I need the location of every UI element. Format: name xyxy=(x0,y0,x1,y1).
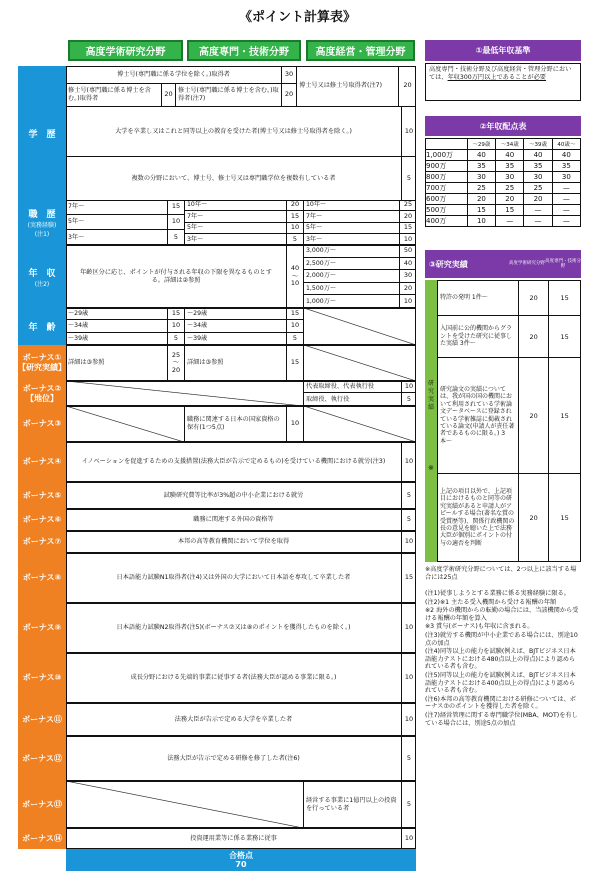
research-item xyxy=(437,316,581,358)
education-mgmt-points: 20 xyxy=(403,81,412,90)
bonus-1-label: ボーナス① 【研究実績】 xyxy=(18,345,66,381)
bonus-5-label: ボーナス⑤ xyxy=(18,482,66,509)
bonus-4-label: ボーナス④ xyxy=(18,442,66,482)
experience-management-row xyxy=(304,200,416,211)
age-academic-label: 〜34歳 xyxy=(66,320,168,331)
experience-technical-row xyxy=(185,211,303,222)
note-item: ※3 賞与(ボーナス)も年収に含まれる。 xyxy=(425,623,534,631)
age-technical xyxy=(185,308,304,345)
category-income: 年 収 (注2) xyxy=(18,245,66,308)
bonus-10-text: 成長分野における先端的事業に従事する者(法務大臣が認める事業に限る。) xyxy=(66,653,402,703)
income-management-row xyxy=(304,283,416,296)
bonus-8-label: ボーナス⑧ xyxy=(18,553,66,603)
income-table-amount: 600万 xyxy=(426,193,468,204)
panel-min-income-body: 高度専門・技術分野及び高度経営・管理分野においては、年収300万円以上であることが必要 xyxy=(425,63,581,101)
bonus-9-row xyxy=(66,603,416,653)
note-item: (注7)経営管理に関する専門職学位(MBA、MOT)を有している場合には、別途5点の加点 xyxy=(425,711,578,727)
income-table-amount: 800万 xyxy=(426,171,468,182)
bonus-9-label: ボーナス⑨ xyxy=(18,603,66,653)
bonus-9-points: 10 xyxy=(404,623,414,632)
income-management xyxy=(304,245,416,308)
income-table-row xyxy=(426,215,581,226)
panel-min-income-title: ①最低年収基準 xyxy=(425,40,581,61)
income-table-score: — xyxy=(552,204,580,215)
bonus-13-points: 5 xyxy=(406,799,412,808)
bonus-6-label: ボーナス⑥ xyxy=(18,509,66,531)
bonus-9-text: 日本語能力試験N2取得者(注5)(ボーナス⑦又は⑧のポイントを獲得したものを除く。) xyxy=(66,603,402,653)
research-item xyxy=(437,358,581,474)
pass-score-value: 70 xyxy=(235,860,247,869)
bonus-6-row xyxy=(66,509,416,531)
category-experience: 職 歴 (実務経験) (注1) xyxy=(18,200,66,245)
bonus-13-label: ボーナス⑬ xyxy=(18,781,66,828)
note-item: (注1)従事しようとする業務に係る実務経験に限る。 xyxy=(425,590,570,597)
bonus-11-row xyxy=(66,703,416,736)
experience-technical-row xyxy=(185,200,303,211)
income-table-row xyxy=(426,193,581,204)
bonus-5-row xyxy=(66,482,416,509)
research-item-tech-points: 15 xyxy=(560,513,569,522)
income-table-score: 35 xyxy=(467,160,495,171)
experience-management-label: 10年〜 xyxy=(304,200,400,210)
income-table-score: 35 xyxy=(524,160,552,171)
category-age: 年 齢 xyxy=(18,308,66,345)
income-table-score: 25 xyxy=(524,182,552,193)
education-master-tech-points: 20 xyxy=(284,90,294,99)
income-management-points: 50 xyxy=(403,246,413,254)
income-management-row xyxy=(304,258,416,271)
bonus-3-academic-na xyxy=(66,406,185,442)
education-row-mgmt xyxy=(297,66,416,106)
income-table-row xyxy=(426,182,581,193)
income-table-row xyxy=(426,204,581,215)
bonus-14-row xyxy=(66,828,416,849)
education-university-points: 10 xyxy=(404,126,414,135)
education-row-doctor xyxy=(66,66,296,84)
bonus-13-acad-tech-na xyxy=(66,781,304,828)
research-item-text: 入国前に公的機関からグラントを受けた研究に従事した実績 3件〜 xyxy=(438,316,519,357)
research-item-text: 特許の発明 1件〜 xyxy=(438,281,519,315)
age-academic-points: 5 xyxy=(173,334,179,343)
income-table-score: — xyxy=(552,182,580,193)
age-technical-points: 15 xyxy=(290,308,300,317)
research-footnote: ※高度学術研究分野については、2つ以上に該当する場合には25点 xyxy=(425,566,577,581)
income-description: 年齢区分に応じ、ポイントが付与される年収の下限を異なるものとする。詳細は②参照 xyxy=(66,245,287,308)
education-master-tech-label: 修士号(専門職に係る博士を含む。)取得者(注7) xyxy=(176,84,282,106)
experience-academic-label: 3年〜 xyxy=(66,230,168,245)
age-academic xyxy=(66,308,185,345)
bonus-14-label: ボーナス⑭ xyxy=(18,828,66,849)
income-table-header xyxy=(426,139,581,150)
experience-academic-points: 10 xyxy=(171,217,181,226)
income-table-score: 10 xyxy=(467,215,495,226)
bonus-6-text: 職務に関連する外国の資格等 xyxy=(66,509,402,531)
age-technical-label: 〜29歳 xyxy=(185,308,287,319)
bonus-10-row xyxy=(66,653,416,703)
bonus-11-text: 法務大臣が告示で定める大学を卒業した者 xyxy=(66,703,402,736)
bonus-10-points: 10 xyxy=(404,673,414,682)
note-item: (注5)同等以上の能力を試験(例えば、BJTビジネス日本語能力テストにおける400点以上の得点)により認められている者も含む。 xyxy=(425,671,576,695)
education-doctor-points: 30 xyxy=(284,69,294,78)
income-table-score: — xyxy=(552,193,580,204)
experience-academic-label: 7年〜 xyxy=(66,200,168,214)
pass-score-label: 合格点 xyxy=(229,851,253,860)
income-table-header-cell: 40歳〜 xyxy=(552,139,580,150)
income-table-score: 40 xyxy=(496,149,524,160)
bonus-5-text: 試験研究費等比率が3%超の中小企業における就労 xyxy=(66,482,402,509)
income-management-points: 40 xyxy=(403,258,413,267)
income-table-score: 40 xyxy=(467,149,495,160)
education-row-university xyxy=(66,107,416,157)
age-technical-row xyxy=(185,320,303,332)
education-mgmt-label: 博士号又は修士号取得者(注7) xyxy=(297,66,399,106)
income-table-score: 25 xyxy=(496,182,524,193)
income-management-label: 2,500万〜 xyxy=(304,258,400,270)
income-table-header-cell xyxy=(426,139,468,150)
bonus-11-label: ボーナス⑪ xyxy=(18,703,66,736)
age-academic-row xyxy=(66,308,184,320)
experience-academic-label: 5年〜 xyxy=(66,215,168,229)
income-table-score: 25 xyxy=(467,182,495,193)
income-table-score: 40 xyxy=(524,149,552,160)
experience-management-points: 10 xyxy=(403,234,413,243)
experience-management xyxy=(304,200,416,245)
income-acad-tech xyxy=(66,245,304,308)
experience-management-label: 3年〜 xyxy=(304,234,400,245)
income-table-row xyxy=(426,160,581,171)
age-technical-row xyxy=(185,308,303,320)
education-master-acad-label: 修士号(専門職に係る博士を含む。)取得者 xyxy=(66,84,162,106)
education-doctor-label: 博士号(専門職に係る学位を除く。)取得者 xyxy=(66,66,282,83)
income-table-score: 15 xyxy=(496,204,524,215)
notes xyxy=(425,590,581,728)
bonus-8-text: 日本語能力試験N1取得者(注4)又は外国の大学において日本語を専攻して卒業した者 xyxy=(66,553,402,603)
age-management-na xyxy=(304,308,416,345)
income-management-label: 1,000万〜 xyxy=(304,295,400,308)
education-multiple-label: 複数の分野において、博士号、修士号又は専門職学位を複数有している者 xyxy=(66,157,402,201)
experience-management-label: 5年〜 xyxy=(304,223,400,233)
education-master-acad-points: 20 xyxy=(162,84,176,106)
bonus-7-label: ボーナス⑦ xyxy=(18,531,66,553)
category-education: 学 歴 xyxy=(18,66,66,201)
experience-technical-label: 7年〜 xyxy=(185,211,287,221)
income-management-points: 10 xyxy=(403,296,413,305)
income-management-points: 20 xyxy=(403,283,413,292)
income-table-header-cell: 〜39歳 xyxy=(524,139,552,150)
age-technical-label: 〜34歳 xyxy=(185,320,287,331)
experience-academic-row xyxy=(66,200,184,215)
age-technical-label: 〜39歳 xyxy=(185,333,287,345)
education-row-multiple xyxy=(66,157,416,201)
note-item: (注4)同等以上の能力を試験(例えば、BJTビジネス日本語能力テストにおける480点以上の得点)により認められている者も含む。 xyxy=(425,648,576,671)
bonus-8-points: 15 xyxy=(404,573,414,582)
bonus-4-text: イノベーションを促進するための支援措置(法務大臣が告示で定めるもの)を受けている機関における就労(注3) xyxy=(66,442,402,482)
note-item: (注2)※1 主たる受入機関から受ける報酬の年額 xyxy=(425,598,557,606)
age-academic-label: 〜29歳 xyxy=(66,308,168,319)
panel-income-table-title: ②年収配点表 xyxy=(425,116,581,136)
bonus-7-text: 本邦の高等教育機関において学位を取得 xyxy=(66,531,402,553)
income-management-label: 3,000万〜 xyxy=(304,245,400,257)
bonus-7-points: 10 xyxy=(404,537,414,546)
bonus-1-academic: 詳細は③参照 25 〜 20 xyxy=(66,345,185,381)
research-item-tech-points: 15 xyxy=(560,294,569,302)
income-management-row xyxy=(304,270,416,283)
bonus-7-row xyxy=(66,531,416,553)
bonus-3-management-na xyxy=(304,406,416,442)
experience-academic xyxy=(66,200,185,245)
education-multiple-points: 5 xyxy=(406,174,412,183)
bonus-11-points: 10 xyxy=(404,714,414,723)
income-table-score: 35 xyxy=(552,160,580,171)
income-table-score: 15 xyxy=(467,204,495,215)
experience-technical-points: 5 xyxy=(292,234,298,243)
income-table-amount: 700万 xyxy=(426,182,468,193)
education-university-label: 大学を卒業し又はこれと同等以上の教育を受けた者(博士号又は修士号取得者を除く。) xyxy=(66,107,402,156)
bonus-2-label: ボーナス② 【地位】 xyxy=(18,381,66,406)
bonus-12-row xyxy=(66,736,416,781)
bonus-4-row xyxy=(66,442,416,482)
income-management-row xyxy=(304,295,416,308)
research-item xyxy=(437,280,581,316)
research-item xyxy=(437,474,581,562)
income-table-score: 20 xyxy=(524,193,552,204)
bonus-4-points: 10 xyxy=(404,457,414,466)
research-item-acad-points: 20 xyxy=(519,358,550,473)
pass-score xyxy=(66,849,416,871)
bonus-13-row xyxy=(304,781,416,828)
research-item-tech-points: 15 xyxy=(560,332,569,341)
column-header-management: 高度経営・管理分野 xyxy=(306,40,415,61)
age-academic-points: 10 xyxy=(171,321,181,330)
income-table-score: — xyxy=(524,204,552,215)
research-item-acad-points: 20 xyxy=(519,474,550,561)
note-item: (注6)本邦の高等教育機関における研修については、ボーナス⑦のポイントを獲得した者を除く。 xyxy=(425,695,576,711)
research-item-acad-points: 20 xyxy=(519,316,550,357)
experience-technical-label: 3年〜 xyxy=(185,234,287,245)
bonus-14-text: 投資運用業等に係る業務に従事 xyxy=(66,828,402,849)
bonus-1-management-na xyxy=(304,345,416,381)
bonus-12-label: ボーナス⑫ xyxy=(18,736,66,781)
income-table-score: 20 xyxy=(496,193,524,204)
note-item: ※2 海外の機関からの転勤の場合には、当該機関から受ける報酬の年額を算入 xyxy=(425,607,579,622)
experience-management-row xyxy=(304,223,416,234)
experience-management-points: 15 xyxy=(403,222,413,231)
bonus-10-label: ボーナス⑩ xyxy=(18,653,66,703)
income-table-header-cell: 〜29歳 xyxy=(467,139,495,150)
income-management-row xyxy=(304,245,416,258)
experience-academic-row xyxy=(66,230,184,245)
experience-management-label: 7年〜 xyxy=(304,211,400,221)
experience-management-row xyxy=(304,211,416,222)
bonus-3-label: ボーナス③ xyxy=(18,406,66,442)
experience-management-row xyxy=(304,234,416,245)
income-management-points: 30 xyxy=(403,271,413,280)
bonus-14-points: 10 xyxy=(404,833,414,842)
age-academic-row xyxy=(66,320,184,332)
experience-technical-points: 20 xyxy=(290,200,300,209)
education-row-master xyxy=(66,84,296,106)
bonus-5-points: 5 xyxy=(406,490,412,499)
research-item-text: 上記の項目以外で、上記項目におけるものと同等の研究実績があると申請人がアピールする場合(著名な賞の受賞歴等)、関係行政機関の長の意見を聴いた上で法務大臣が個別にポイントの付与の適否を判断 xyxy=(438,474,519,561)
experience-academic-points: 15 xyxy=(171,202,181,211)
income-table-amount: 900万 xyxy=(426,160,468,171)
bonus-8-row xyxy=(66,553,416,603)
income-score-table xyxy=(425,138,581,227)
experience-academic-points: 5 xyxy=(173,232,179,241)
age-academic-row xyxy=(66,333,184,345)
age-technical-points: 10 xyxy=(290,321,300,330)
income-table-score: 30 xyxy=(524,171,552,182)
income-table-amount: 1,000万 xyxy=(426,149,468,160)
experience-academic-row xyxy=(66,215,184,230)
research-item-tech-points: 15 xyxy=(560,411,569,420)
bonus-12-text: 法務大臣が告示で定める研修を修了した者(注6) xyxy=(66,736,402,781)
income-table-row xyxy=(426,171,581,182)
income-table-score: 30 xyxy=(552,171,580,182)
bonus-2-director: 取締役、執行役 5 xyxy=(304,393,416,406)
experience-technical-label: 5年〜 xyxy=(185,223,287,233)
research-side-bar: 研究実績 ※ xyxy=(425,280,437,562)
page-title: 《ポイント計算表》 xyxy=(238,10,356,25)
bonus-1-technical: 詳細は③参照 15 xyxy=(185,345,304,381)
income-table-score: 40 xyxy=(552,149,580,160)
bonus-3-technical: 職務に関連する日本の国家資格の保有(1つ5点) 10 xyxy=(185,406,304,442)
income-table-amount: 500万 xyxy=(426,204,468,215)
note-item: (注3)就労する機関が中小企業である場合には、別途10点の加点 xyxy=(425,631,578,647)
income-table-score: 30 xyxy=(496,171,524,182)
age-academic-points: 15 xyxy=(171,308,181,317)
bonus-2-ceo: 代表取締役、代表執行役 10 xyxy=(304,381,416,393)
income-range: 40 〜 10 xyxy=(290,264,300,288)
income-table-row xyxy=(426,149,581,160)
age-technical-row xyxy=(185,333,303,345)
income-management-label: 2,000万〜 xyxy=(304,270,400,282)
experience-technical xyxy=(185,200,304,245)
experience-technical-row xyxy=(185,223,303,234)
bonus-12-points: 5 xyxy=(406,753,412,762)
income-table-score: — xyxy=(496,215,524,226)
experience-technical-label: 10年〜 xyxy=(185,200,287,210)
experience-technical-points: 15 xyxy=(290,211,300,220)
bonus-6-points: 5 xyxy=(406,515,412,524)
income-table-score: 30 xyxy=(467,171,495,182)
research-items xyxy=(437,280,581,562)
column-header-academic: 高度学術研究分野 xyxy=(68,40,183,61)
income-table-score: — xyxy=(552,215,580,226)
income-management-label: 1,500万〜 xyxy=(304,283,400,295)
income-table-header-cell: 〜34歳 xyxy=(496,139,524,150)
experience-management-points: 25 xyxy=(403,200,413,209)
experience-technical-row xyxy=(185,234,303,245)
experience-management-points: 20 xyxy=(403,211,413,220)
experience-technical-points: 10 xyxy=(290,222,300,231)
bonus-13-text: 経営する事業に1億円以上の投資を行っている者 xyxy=(304,781,402,828)
bonus-2-acad-tech-na xyxy=(66,381,304,406)
panel-research-title: ③研究実績 高度学術研究分野 高度専門・技術分野 xyxy=(425,250,581,278)
age-academic-label: 〜39歳 xyxy=(66,333,168,345)
column-header-technical: 高度専門・技術分野 xyxy=(187,40,301,61)
research-item-acad-points: 20 xyxy=(519,281,550,315)
income-table-score: 20 xyxy=(467,193,495,204)
research-item-text: 研究論文の実績については、我が国の国の機関において利用されている学術論文データベースに登録されている学術雑誌に掲載されている論文(申請人が責任著者であるものに限る。) 3本〜 xyxy=(438,358,519,473)
age-technical-points: 5 xyxy=(292,334,298,343)
income-table-amount: 400万 xyxy=(426,215,468,226)
income-table-score: — xyxy=(524,215,552,226)
income-table-score: 35 xyxy=(496,160,524,171)
